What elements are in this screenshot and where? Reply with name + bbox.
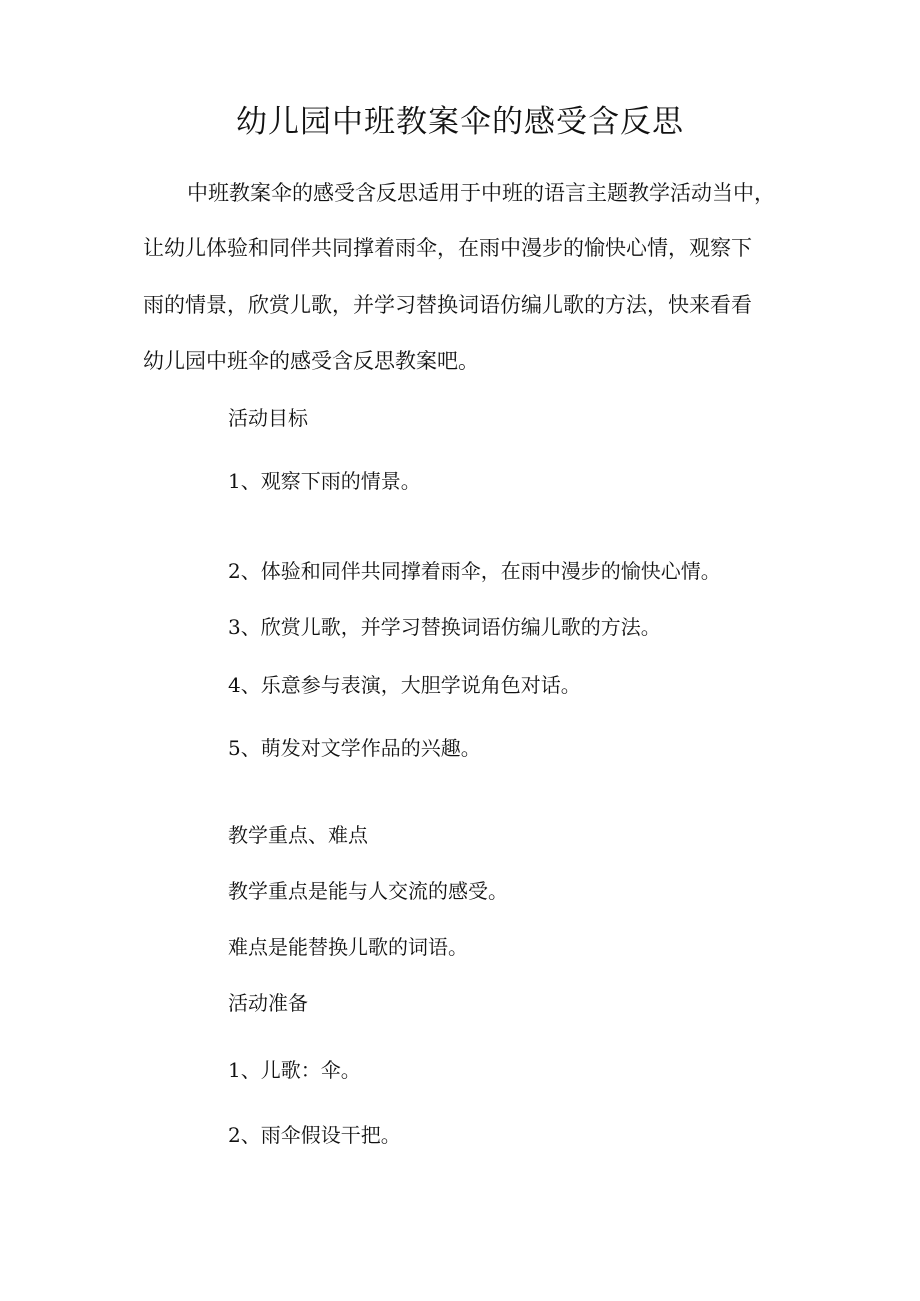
- document-title: 幼儿园中班教案伞的感受含反思: [236, 104, 684, 140]
- intro-line-4: 幼儿园中班伞的感受含反思教案吧。: [143, 349, 479, 373]
- difficulty-text: 难点是能替换儿歌的词语。: [228, 935, 468, 959]
- goal-item-2: 2、体验和同伴共同撑着雨伞，在雨中漫步的愉快心情。: [228, 559, 721, 583]
- intro-line-1: 中班教案伞的感受含反思适用于中班的语言主题教学活动当中，: [187, 181, 775, 205]
- intro-line-2: 让幼儿体验和同伴共同撑着雨伞，在雨中漫步的愉快心情，观察下: [143, 236, 752, 260]
- key-point-text: 教学重点是能与人交流的感受。: [228, 879, 508, 903]
- goal-item-5: 5、萌发对文学作品的兴趣。: [228, 736, 481, 760]
- goal-item-3: 3、欣赏儿歌，并学习替换词语仿编儿歌的方法。: [228, 615, 661, 639]
- goal-item-1: 1、观察下雨的情景。: [228, 469, 421, 493]
- preparation-heading: 活动准备: [228, 991, 308, 1015]
- key-points-heading: 教学重点、难点: [228, 823, 368, 847]
- goals-heading: 活动目标: [228, 406, 308, 430]
- prep-item-1: 1、儿歌：伞。: [228, 1058, 361, 1082]
- goal-item-4: 4、乐意参与表演，大胆学说角色对话。: [228, 673, 581, 697]
- intro-line-3: 雨的情景，欣赏儿歌，并学习替换词语仿编儿歌的方法，快来看看: [143, 293, 752, 317]
- prep-item-2: 2、雨伞假设干把。: [228, 1123, 401, 1147]
